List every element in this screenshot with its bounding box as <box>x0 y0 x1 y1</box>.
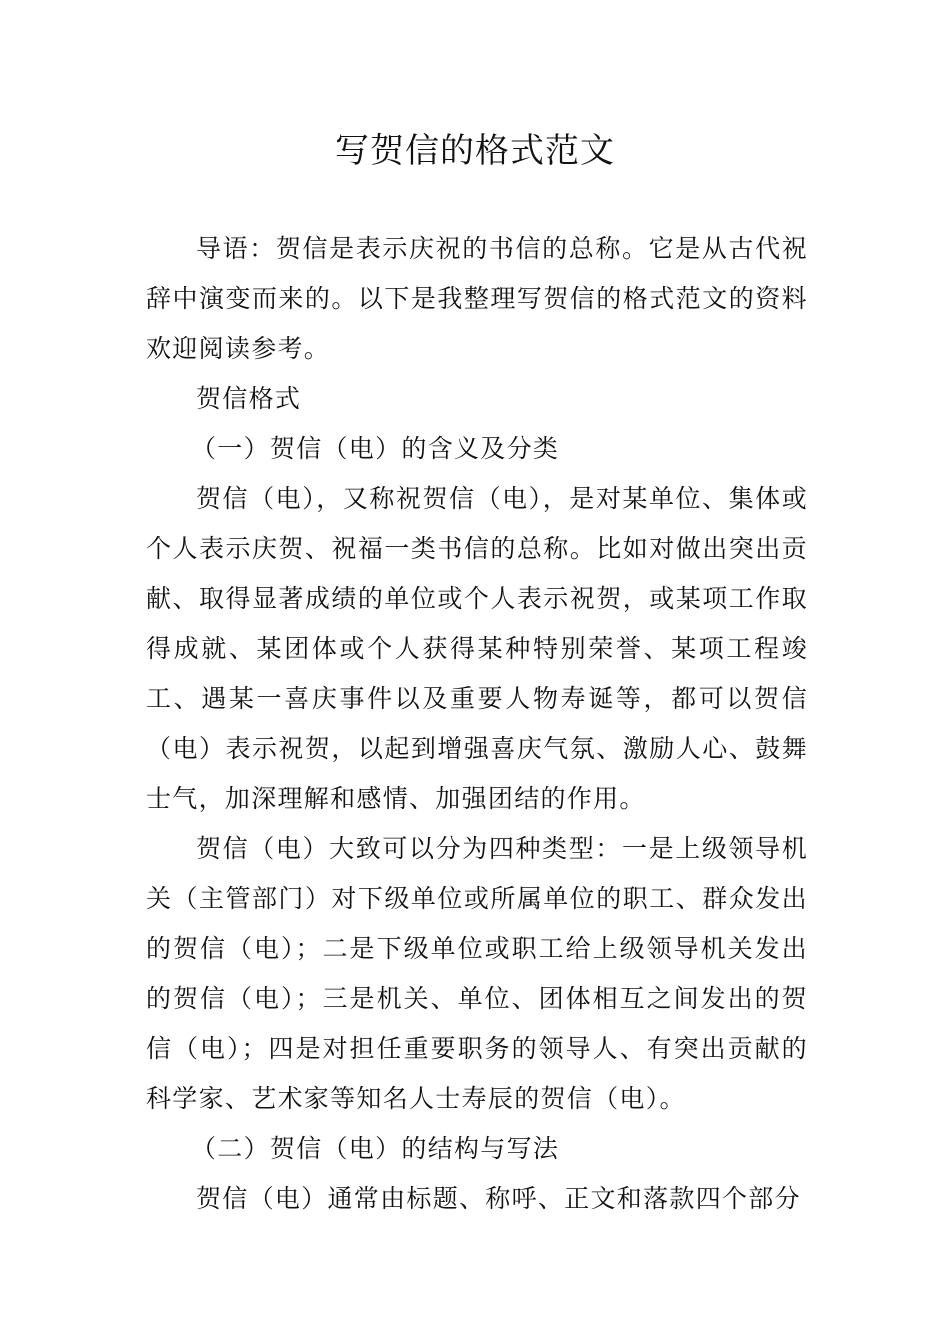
section-heading-format: 贺信格式 <box>196 384 302 413</box>
intro-paragraph: 导语：贺信是表示庆祝的书信的总称。它是从古代祝辞中演变而来的。以下是我整理写贺信的格式范文的资料欢迎阅读参考。 <box>146 234 808 363</box>
definition-paragraph: 贺信（电），又称祝贺信（电），是对某单位、集体或个人表示庆贺、祝福一类书信的总称。比如对做出突出贡献、取得显著成绩的单位或个人表示祝贺，或某项工作取得成就、某团体或个人获得某种特别荣誉、某项工程竣工、遇某一喜庆事件以及重要人物寿诞等，都可以贺信（电）表示祝贺，以起到增强喜庆气氛、激励人心、鼓舞士气，加深理解和感情、加强团结的作用。 <box>146 484 808 813</box>
types-paragraph: 贺信（电）大致可以分为四种类型：一是上级领导机关（主管部门）对下级单位或所属单位的职工、群众发出的贺信（电）；二是下级单位或职工给上级领导机关发出的贺信（电）；三是机关、单位、团体相互之间发出的贺信（电）；四是对担任重要职务的领导人、有突出贡献的科学家、艺术家等知名人士寿辰的贺信（电）。 <box>146 834 808 1113</box>
document-title: 写贺信的格式范文 <box>335 131 615 171</box>
subsection-heading-structure: （二）贺信（电）的结构与写法 <box>191 1134 560 1163</box>
subsection-heading-meaning: （一）贺信（电）的含义及分类 <box>191 434 560 463</box>
structure-paragraph: 贺信（电）通常由标题、称呼、正文和落款四个部分 <box>196 1184 801 1213</box>
document-body <box>146 224 808 1224</box>
